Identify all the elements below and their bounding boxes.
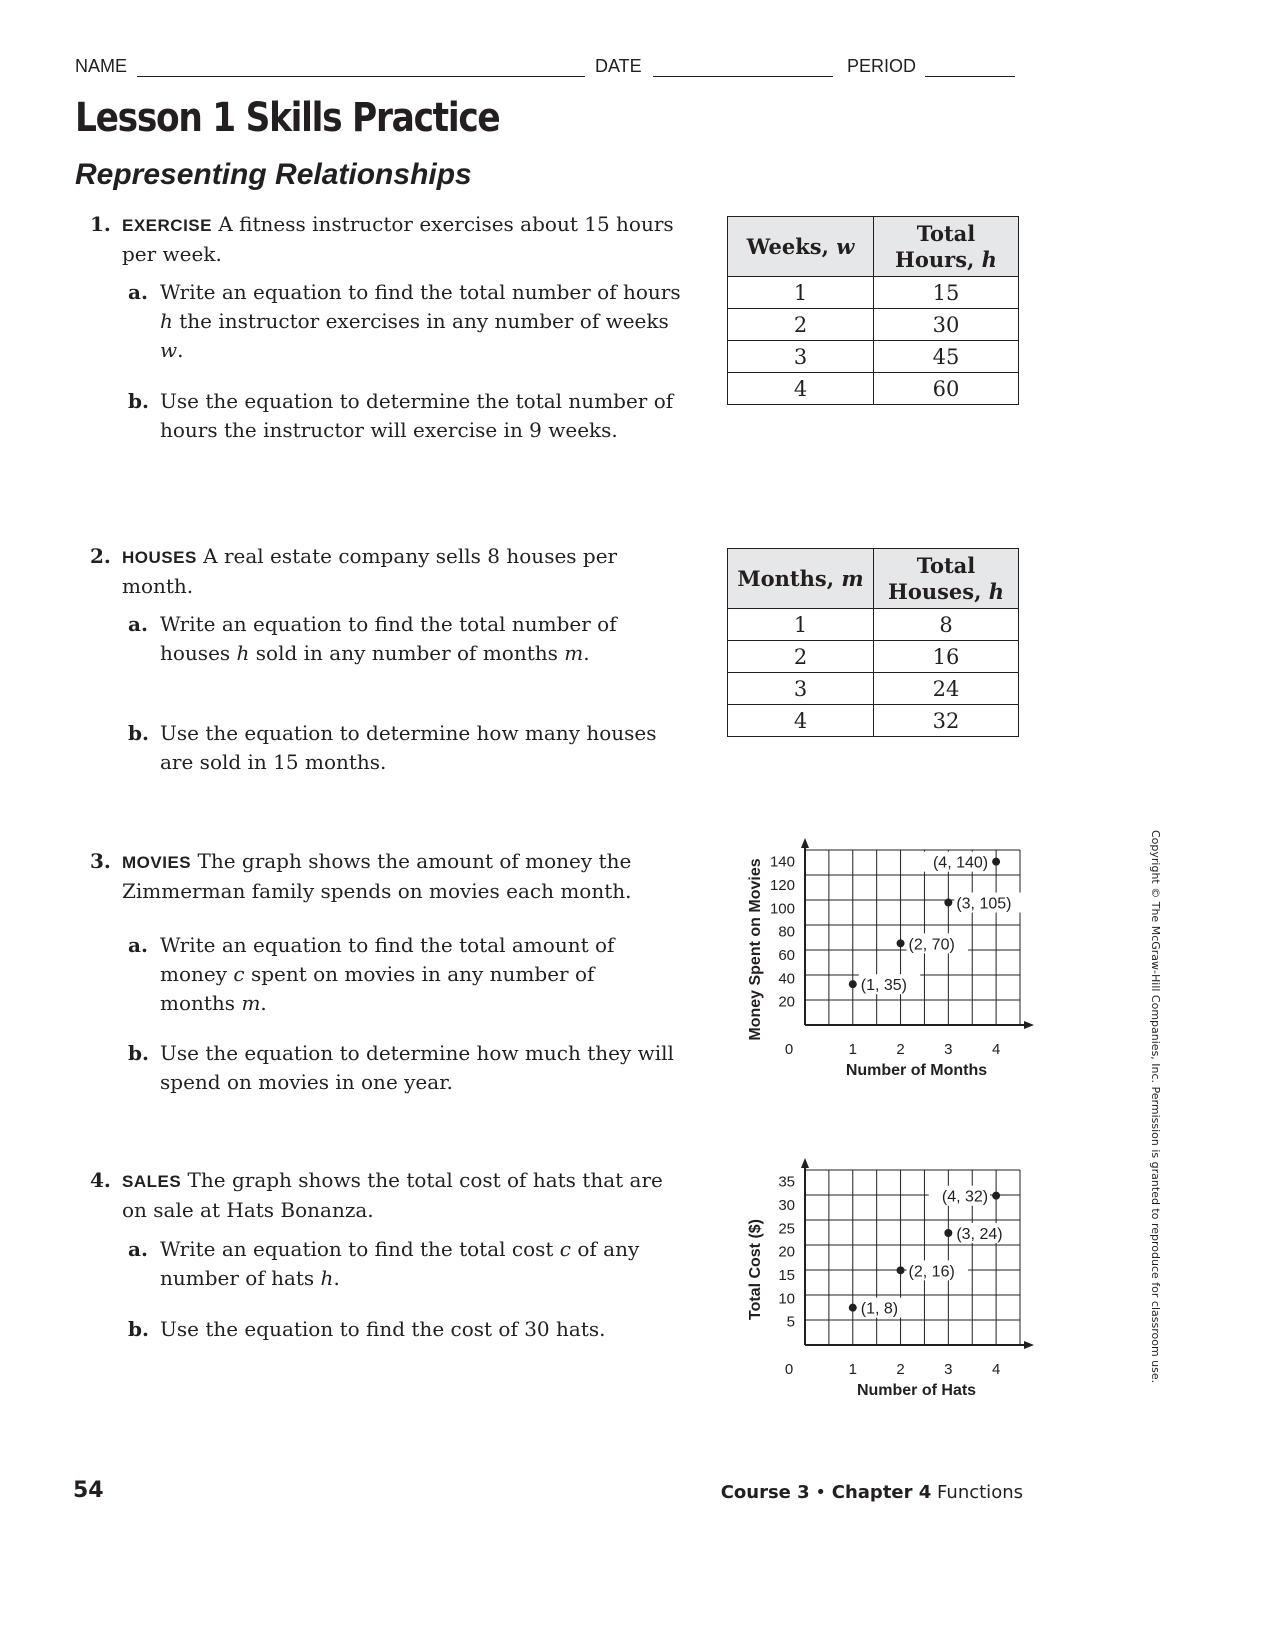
x-tick-label: 3 — [944, 1041, 953, 1058]
data-point — [849, 980, 857, 988]
y-tick-label: 100 — [769, 900, 795, 918]
problem-1 — [90, 210, 710, 442]
table-cell: 24 — [874, 673, 1019, 705]
table-cell: 45 — [874, 341, 1019, 373]
point-label: (2, 70) — [908, 936, 955, 954]
part-label: a. — [128, 612, 148, 636]
variable: m — [241, 991, 261, 1015]
x-tick-label: 0 — [784, 1361, 794, 1378]
point-label: (3, 105) — [956, 895, 1012, 913]
y-tick-label: 20 — [778, 1243, 795, 1261]
y-tick-label: 15 — [778, 1267, 795, 1284]
part-text: Use the equation to determine how much they will spend on movies in one year. — [160, 1041, 674, 1094]
part-label: b. — [128, 721, 149, 745]
y-tick-label: 20 — [778, 993, 795, 1011]
y-tick-label: 35 — [778, 1173, 795, 1191]
x-axis-label: Number of Months — [845, 1062, 988, 1079]
table-cell: 60 — [874, 373, 1019, 405]
problem-3 — [90, 847, 710, 1094]
variable: h — [236, 641, 250, 665]
table-cell: 2 — [728, 641, 874, 673]
data-point — [944, 1229, 952, 1237]
part-b — [128, 1315, 688, 1344]
y-tick-label: 5 — [786, 1313, 795, 1331]
problem-number: 2. — [90, 544, 111, 568]
movies-graph — [747, 840, 1090, 1110]
problem-keyword: SALES — [122, 1172, 182, 1191]
page-title: Lesson 1 Skills Practice — [75, 95, 500, 141]
point-label: (1, 35) — [860, 977, 908, 995]
part-label: a. — [128, 1237, 148, 1261]
x-axis-label: Number of Hats — [856, 1382, 977, 1399]
variable: m — [564, 641, 584, 665]
part-text: . — [260, 991, 267, 1015]
x-tick-label: 1 — [848, 1361, 857, 1378]
table-cell: 8 — [874, 609, 1019, 641]
point-label: (4, 32) — [941, 1188, 989, 1206]
table-header: Total Houses, h — [874, 549, 1019, 609]
weeks-hours-table — [727, 216, 1019, 405]
name-field[interactable] — [137, 76, 585, 77]
y-tick-label: 30 — [778, 1197, 795, 1214]
part-label: b. — [128, 1317, 149, 1341]
table-cell: 16 — [874, 641, 1019, 673]
name-label: NAME — [75, 56, 128, 76]
table-cell: 32 — [874, 705, 1019, 737]
problem-keyword: HOUSES — [122, 548, 197, 567]
table-cell: 4 — [728, 373, 874, 405]
page-subtitle: Representing Relationships — [75, 158, 472, 191]
part-text: Use the equation to determine how many houses are sold in 15 months. — [160, 721, 657, 774]
part-text: sold in any number of months — [249, 641, 565, 665]
y-axis-label: Money Spent on Movies — [747, 858, 764, 1041]
table-header: Weeks, w — [728, 217, 874, 277]
part-text: Use the equation to determine the total number of hours the instructor will exercise in 9 weeks. — [160, 389, 674, 442]
y-tick-label: 140 — [769, 853, 795, 871]
y-axis-label: Total Cost ($) — [747, 1218, 764, 1321]
y-tick-label: 25 — [778, 1220, 795, 1238]
part-a — [128, 610, 688, 668]
data-point — [992, 1192, 1000, 1200]
copyright-notice: Copyright © The McGraw-Hill Companies, Inc. Permission is granted to reproduce for classroom use. — [1149, 830, 1162, 1384]
table-cell: 1 — [728, 277, 874, 309]
problem-text: A fitness instructor exercises about 15 hours per week. — [122, 212, 674, 266]
part-text: . — [177, 338, 184, 362]
part-text: Write an equation to find the total cost — [160, 1237, 560, 1261]
part-text: Write an equation to find the total number of houses — [160, 612, 617, 665]
problem-number: 4. — [90, 1168, 111, 1192]
problem-4 — [90, 1166, 710, 1341]
y-tick-label: 120 — [769, 877, 795, 894]
problem-keyword: MOVIES — [122, 853, 192, 872]
point-label: (3, 24) — [956, 1226, 1003, 1243]
part-b — [128, 387, 688, 445]
part-b — [128, 1039, 688, 1097]
part-text: Write an equation to find the total number of hours — [160, 280, 681, 304]
variable: h — [320, 1266, 334, 1290]
variable: c — [559, 1237, 571, 1261]
page-number: 54 — [73, 1478, 104, 1503]
y-tick-label: 80 — [778, 923, 795, 941]
data-point — [849, 1304, 857, 1312]
months-houses-table — [727, 548, 1019, 737]
x-axis-arrow — [1024, 1021, 1034, 1029]
y-axis-arrow — [801, 838, 809, 848]
student-info-header — [75, 52, 1065, 82]
footer-course-info — [721, 1482, 1023, 1503]
x-tick-label: 4 — [991, 1041, 1001, 1058]
bullet: • — [815, 1482, 827, 1503]
date-label: DATE — [595, 56, 642, 76]
chapter-name: Chapter 4 — [831, 1482, 932, 1503]
part-text: . — [333, 1266, 340, 1290]
x-tick-label: 2 — [896, 1361, 905, 1378]
part-label: b. — [128, 1041, 149, 1065]
x-axis-arrow — [1024, 1341, 1034, 1349]
period-label: PERIOD — [847, 56, 917, 76]
date-field[interactable] — [653, 76, 833, 77]
part-text: spent on movies in any number of months — [160, 962, 595, 1015]
x-tick-label: 3 — [944, 1361, 953, 1378]
part-label: b. — [128, 389, 149, 413]
part-text: . — [583, 641, 590, 665]
problem-text: A real estate company sells 8 houses per month. — [122, 544, 618, 598]
table-cell: 4 — [728, 705, 874, 737]
y-tick-label: 40 — [778, 970, 795, 988]
problem-keyword: EXERCISE — [122, 216, 212, 235]
part-a — [128, 278, 688, 365]
y-axis-arrow — [801, 1158, 809, 1168]
course-name: Course 3 — [720, 1482, 810, 1503]
variable: w — [160, 338, 178, 362]
variable: c — [233, 962, 245, 986]
x-tick-label: 0 — [784, 1041, 794, 1058]
table-cell: 1 — [728, 609, 874, 641]
table-header: Total Hours, h — [874, 217, 1019, 277]
part-text: the instructor exercises in any number of weeks — [172, 309, 669, 333]
table-cell: 2 — [728, 309, 874, 341]
part-a — [128, 931, 688, 1018]
y-tick-label: 60 — [778, 947, 795, 964]
point-label: (2, 16) — [908, 1263, 955, 1281]
problem-number: 3. — [90, 849, 111, 873]
part-a — [128, 1235, 688, 1293]
table-header: Months, m — [728, 549, 874, 609]
part-b — [128, 719, 688, 777]
problem-number: 1. — [90, 212, 111, 236]
table-cell: 3 — [728, 673, 874, 705]
part-text: Write an equation to find the total amount of money — [160, 933, 615, 986]
part-text: of any number of hats — [160, 1237, 640, 1290]
y-tick-label: 10 — [778, 1290, 795, 1308]
data-point — [944, 899, 952, 907]
variable: h — [160, 309, 173, 333]
x-tick-label: 2 — [896, 1041, 905, 1058]
problem-text: The graph shows the total cost of hats that are on sale at Hats Bonanza. — [122, 1168, 663, 1222]
part-label: a. — [128, 280, 148, 304]
chapter-topic: Functions — [937, 1482, 1023, 1503]
data-point — [897, 939, 905, 947]
period-field[interactable] — [925, 76, 1015, 77]
point-label: (4, 140) — [932, 854, 989, 872]
data-point — [897, 1266, 905, 1274]
table-cell: 3 — [728, 341, 874, 373]
point-label: (1, 8) — [860, 1300, 899, 1318]
x-tick-label: 4 — [991, 1361, 1001, 1378]
problem-text: The graph shows the amount of money the Zimmerman family spends on movies each month. — [122, 849, 632, 903]
hats-graph — [747, 1160, 1090, 1430]
table-cell: 15 — [874, 277, 1019, 309]
part-text: Use the equation to find the cost of 30 hats. — [160, 1317, 606, 1341]
table-cell: 30 — [874, 309, 1019, 341]
x-tick-label: 1 — [848, 1041, 857, 1058]
part-label: a. — [128, 933, 148, 957]
data-point — [992, 858, 1000, 866]
problem-2 — [90, 542, 710, 774]
